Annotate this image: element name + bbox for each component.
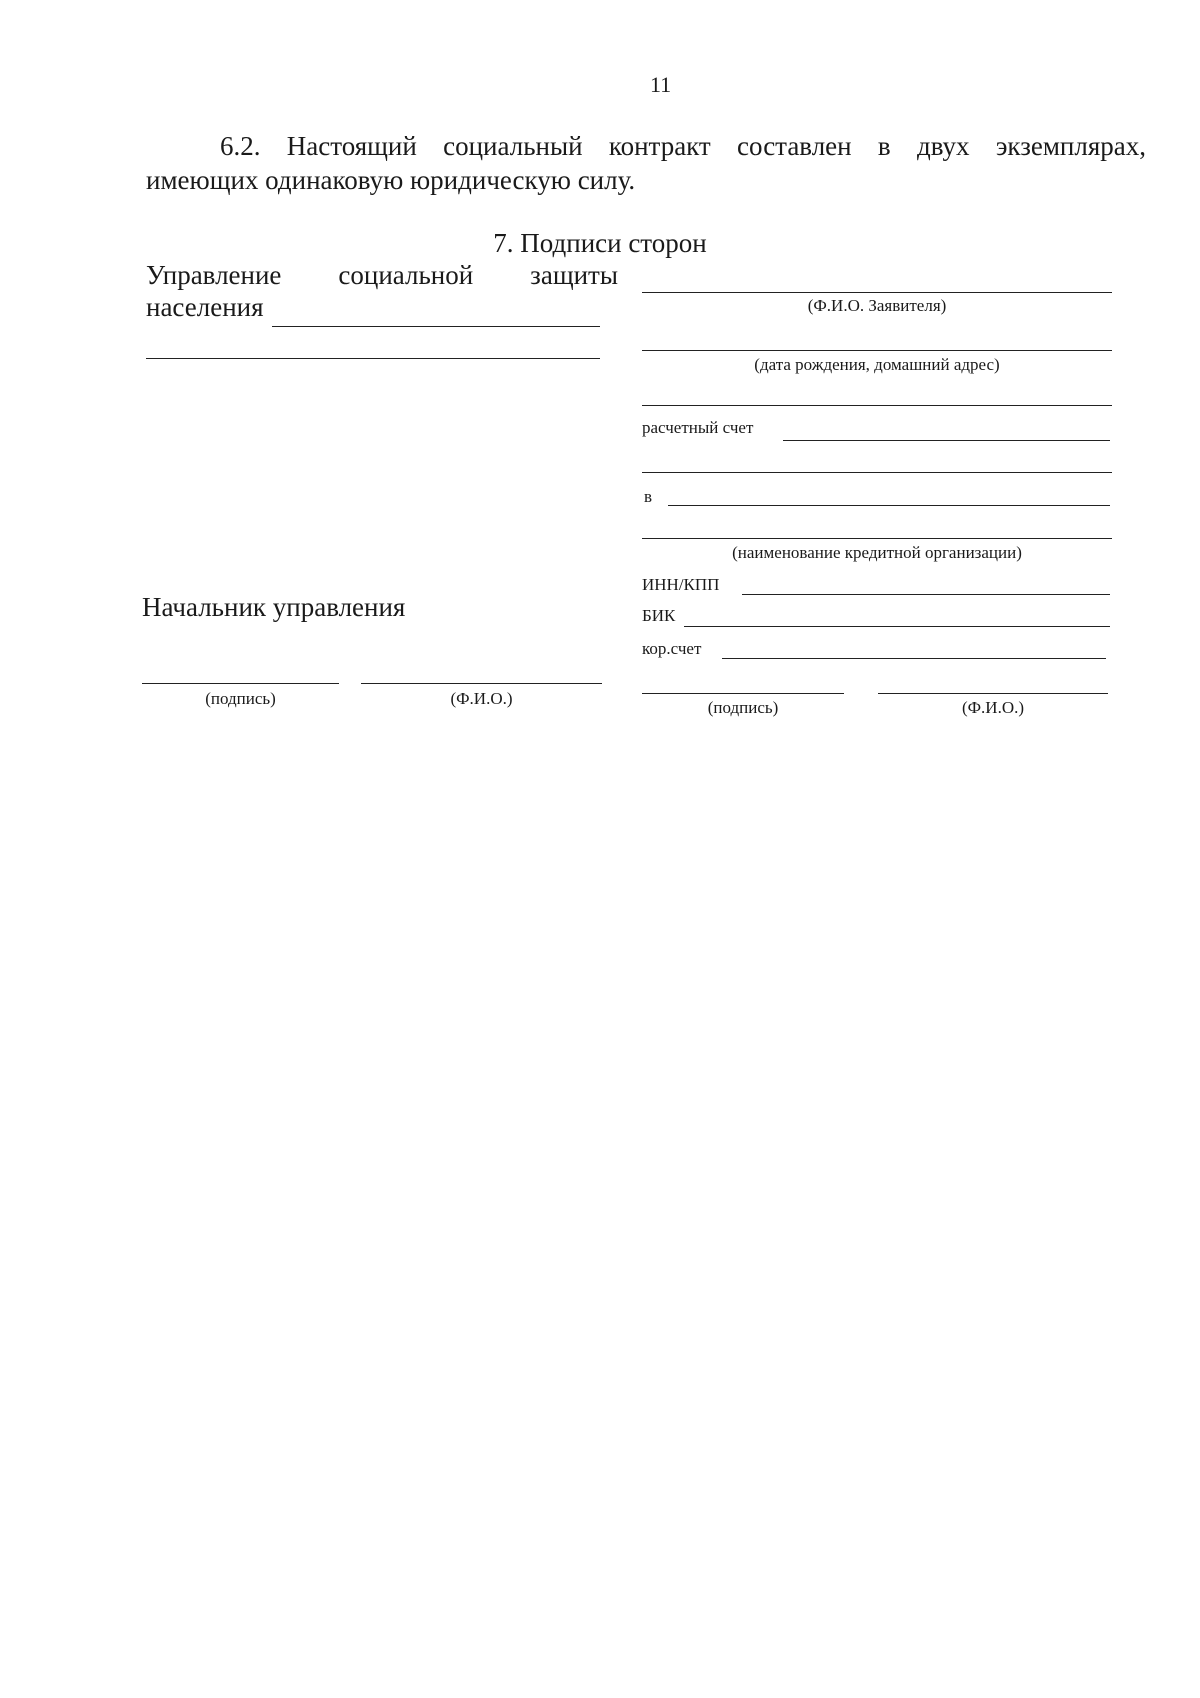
right-signature-caption: (подпись)	[707, 698, 779, 717]
birth-address-line-1[interactable]	[642, 350, 1112, 351]
left-org-name-line-2: населения	[146, 292, 264, 322]
corr-account-label: кор.счет	[642, 639, 702, 658]
left-name-line[interactable]	[361, 683, 602, 684]
paragraph-line-1: 6.2. Настоящий социальный контракт составлен в двух экземплярах,	[220, 131, 1146, 161]
right-signature-line[interactable]	[642, 693, 844, 694]
birth-address-caption: (дата рождения, домашний адрес)	[754, 355, 1000, 374]
right-name-line[interactable]	[878, 693, 1108, 694]
corr-account-line[interactable]	[722, 658, 1106, 659]
head-title: Начальник управления	[142, 592, 406, 622]
bank-name-line-2[interactable]	[642, 538, 1112, 539]
left-org-blank-2[interactable]	[146, 358, 600, 359]
right-name-caption: (Ф.И.О.)	[961, 698, 1025, 717]
left-org-blank-1[interactable]	[272, 326, 600, 327]
page-number: 11	[650, 72, 672, 97]
paragraph-line-2: имеющих одинаковую юридическую силу.	[146, 165, 636, 195]
bank-name-caption: (наименование кредитной организации)	[732, 543, 1022, 562]
inn-kpp-label: ИНН/КПП	[642, 575, 720, 594]
account-line[interactable]	[783, 440, 1110, 441]
account-label: расчетный счет	[642, 418, 754, 437]
inn-kpp-line[interactable]	[742, 594, 1110, 595]
left-org-name-line-1: Управление социальной защиты	[146, 260, 618, 290]
account-line-2[interactable]	[642, 472, 1112, 473]
applicant-name-caption: (Ф.И.О. Заявителя)	[807, 296, 947, 315]
birth-address-line-2[interactable]	[642, 405, 1112, 406]
left-signature-line[interactable]	[142, 683, 339, 684]
bik-line[interactable]	[684, 626, 1110, 627]
section-title: 7. Подписи сторон	[493, 228, 707, 258]
left-signature-caption: (подпись)	[205, 689, 276, 708]
bik-label: БИК	[642, 606, 676, 625]
bank-name-line[interactable]	[668, 505, 1110, 506]
bank-in-label: в	[644, 487, 653, 506]
left-name-caption: (Ф.И.О.)	[450, 689, 513, 708]
applicant-name-line[interactable]	[642, 292, 1112, 293]
